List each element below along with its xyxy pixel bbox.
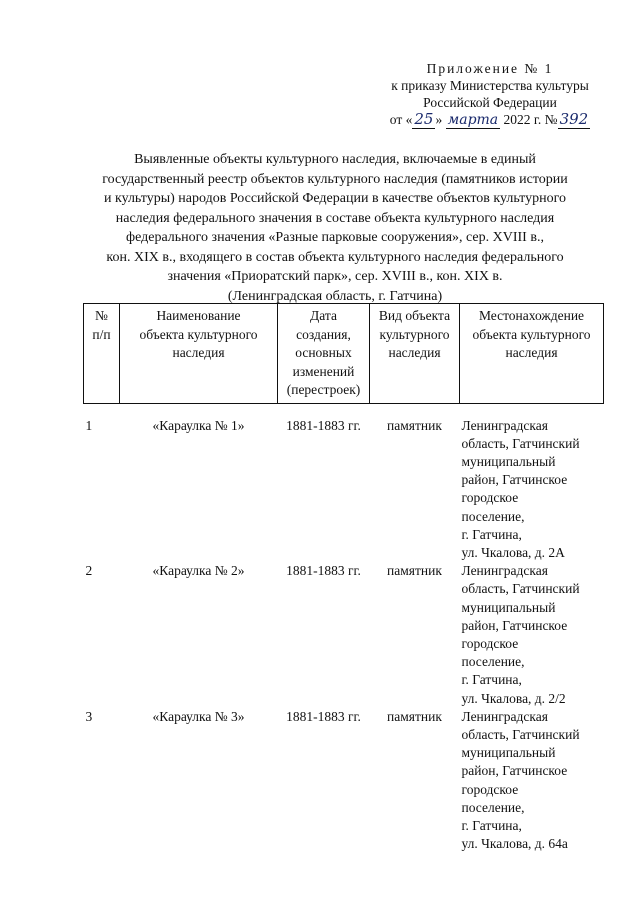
row-number: 2 [85, 563, 93, 579]
date-month-handwritten: марта [447, 112, 499, 128]
date-year: 2022 г. № [503, 112, 558, 127]
header-kind: Вид объекта культурного наследия [370, 304, 460, 404]
row-object-name: «Караулка № 3» [152, 708, 245, 724]
appendix-block [380, 60, 600, 129]
heading-line: наследия федерального значения в составе объекта культурного наследия [115, 210, 555, 226]
date-prefix: от « [389, 112, 413, 127]
table-row [84, 417, 604, 563]
heading-line: федерального значения «Разные парковые сооружения», сер. XVIII в., [126, 230, 544, 245]
row-number: 3 [85, 708, 93, 724]
heading-line: Выявленные объекты культурного наследия, включаемые в единый [134, 152, 536, 167]
row-object-name: «Караулка № 1» [152, 417, 245, 433]
row-date: 1881-1883 гг. [286, 708, 361, 724]
row-date: 1881-1883 гг. [286, 417, 361, 433]
date-day-handwritten: 25 [414, 110, 434, 128]
heading-line: значения «Приоратский парк», сер. XVIII в., кон. XIX в. [167, 269, 503, 284]
row-address: Ленинградская область, Гатчинский муниципальный район, Гатчинское городское поселение, г. Гатчина, ул. Чкалова, д. 2/2 [461, 563, 580, 706]
header-date: Дата создания, основных изменений (перестроек) [278, 304, 370, 404]
table-spacer [84, 403, 604, 417]
table-header-row [84, 304, 604, 404]
header-number: № п/п [84, 304, 120, 404]
row-address: Ленинградская область, Гатчинский муниципальный район, Гатчинское городское поселение, г. Гатчина, ул. Чкалова, д. 2А [461, 417, 580, 560]
row-address: Ленинградская область, Гатчинский муниципальный район, Гатчинское городское поселение, г. Гатчина, ул. Чкалова, д. 64а [461, 708, 580, 852]
appendix-title: Приложение № 1 [426, 61, 554, 76]
header-location: Местонахождение объекта культурного наследия [460, 304, 604, 404]
appendix-line-1: к приказу Министерства культуры [391, 78, 589, 93]
appendix-date-line [380, 111, 600, 129]
heading-line: (Ленинградская область, г. Гатчина) [227, 288, 443, 304]
heading-line: и культуры) народов Российской Федерации в качестве объектов культурного [103, 191, 567, 206]
row-object-name: «Караулка № 2» [152, 563, 245, 579]
document-heading [70, 150, 600, 306]
heading-line: государственный реестр объектов культурного наследия (памятников истории [102, 171, 568, 187]
table-row [84, 708, 604, 854]
heritage-objects-table [83, 303, 604, 853]
row-kind: памятник [387, 708, 442, 724]
row-date: 1881-1883 гг. [286, 563, 361, 579]
date-sep: » [435, 112, 443, 127]
appendix-line-2: Российской Федерации [423, 95, 557, 110]
row-kind: памятник [387, 563, 442, 579]
header-name: Наименование объекта культурного наследия [120, 304, 278, 404]
table-row [84, 562, 604, 708]
row-number: 1 [85, 417, 93, 433]
heading-line: кон. XIX в., входящего в состав объекта культурного наследия федерального [106, 249, 564, 265]
row-kind: памятник [387, 417, 442, 433]
order-number-handwritten: 392 [559, 110, 589, 128]
